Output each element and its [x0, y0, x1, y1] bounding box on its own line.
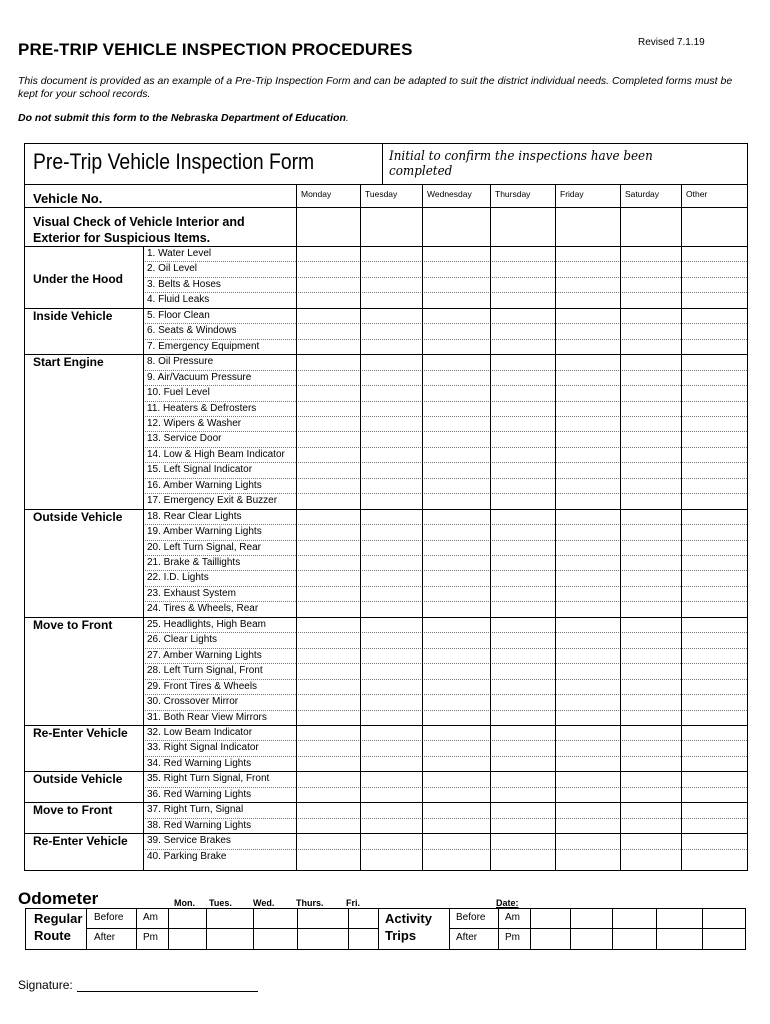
row-divider: [86, 928, 378, 929]
inspection-item: 28. Left Turn Signal, Front: [147, 665, 263, 676]
row-divider: [143, 401, 296, 402]
inspection-item: 13. Service Door: [147, 433, 222, 444]
row-divider: [25, 207, 747, 208]
row-divider: [296, 339, 747, 340]
row-divider: [296, 416, 747, 417]
column-divider: [620, 184, 621, 870]
section-divider: [25, 308, 747, 309]
inspection-item: 39. Service Brakes: [147, 835, 231, 846]
column-divider: [143, 246, 144, 870]
column-divider: [297, 909, 298, 949]
row-divider: [143, 663, 296, 664]
row-divider: [25, 246, 747, 247]
inspection-item: 31. Both Rear View Mirrors: [147, 712, 267, 723]
odometer-day-header: Fri.: [346, 898, 361, 908]
column-divider: [702, 909, 703, 949]
section-divider: [25, 509, 747, 510]
section-label: Move to Front: [33, 803, 113, 817]
vehicle-number-label: Vehicle No.: [33, 191, 103, 206]
inspection-item: 8. Oil Pressure: [147, 356, 214, 367]
row-divider: [296, 493, 747, 494]
activity-label: Activity: [385, 911, 432, 926]
am-label: Am: [143, 912, 158, 923]
day-header-thursday: Thursday: [495, 189, 531, 199]
row-divider: [296, 540, 747, 541]
row-divider: [143, 849, 296, 850]
visual-check-heading: Visual Check of Vehicle Interior and Exterior for Suspicious Items.: [33, 215, 245, 245]
inspection-item: 24. Tires & Wheels, Rear: [147, 603, 259, 614]
inspection-item: 10. Fuel Level: [147, 387, 210, 398]
inspection-item: 12. Wipers & Washer: [147, 418, 242, 429]
inspection-item: 38. Red Warning Lights: [147, 820, 252, 831]
section-label: Inside Vehicle: [33, 309, 113, 323]
inspection-item: 35. Right Turn Signal, Front: [147, 773, 270, 784]
odometer-day-header: Wed.: [253, 898, 275, 908]
inspection-item: 23. Exhaust System: [147, 588, 236, 599]
row-divider: [143, 694, 296, 695]
column-divider: [422, 184, 423, 870]
row-divider: [143, 710, 296, 711]
section-divider: [25, 725, 747, 726]
row-divider: [25, 184, 747, 185]
inspection-item: 40. Parking Brake: [147, 851, 227, 862]
inspection-item: 27. Amber Warning Lights: [147, 650, 262, 661]
day-header-tuesday: Tuesday: [365, 189, 398, 199]
column-divider: [612, 909, 613, 949]
route-label: Route: [34, 928, 71, 943]
inspection-item: 11. Heaters & Defrosters: [147, 403, 257, 414]
section-label: Re-Enter Vehicle: [33, 726, 128, 740]
row-divider: [296, 710, 747, 711]
regular-label: Regular: [34, 911, 83, 926]
row-divider: [143, 339, 296, 340]
inspection-item: 16. Amber Warning Lights: [147, 480, 262, 491]
row-divider: [143, 632, 296, 633]
initial-instruction: Initial to confirm the inspections have been completed: [389, 149, 653, 179]
row-divider: [143, 447, 296, 448]
section-divider: [25, 833, 747, 834]
row-divider: [296, 632, 747, 633]
column-divider: [86, 909, 87, 949]
pm-label: Pm: [143, 932, 158, 943]
inspection-item: 15. Left Signal Indicator: [147, 464, 253, 475]
row-divider: [143, 431, 296, 432]
row-divider: [296, 694, 747, 695]
row-divider: [296, 261, 747, 262]
row-divider: [143, 787, 296, 788]
inspection-item: 34. Red Warning Lights: [147, 758, 252, 769]
row-divider: [143, 679, 296, 680]
inspection-item: 19. Amber Warning Lights: [147, 526, 262, 537]
row-divider: [296, 277, 747, 278]
column-divider: [449, 909, 450, 949]
day-header-saturday: Saturday: [625, 189, 660, 199]
row-divider: [143, 524, 296, 525]
after-label-2: After: [456, 932, 478, 943]
document-title: PRE-TRIP VEHICLE INSPECTION PROCEDURES: [18, 40, 413, 59]
day-header-other: Other: [686, 189, 708, 199]
inspection-item: 9. Air/Vacuum Pressure: [147, 372, 252, 383]
odometer-day-header: Tues.: [209, 898, 232, 908]
inspection-item: 29. Front Tires & Wheels: [147, 681, 258, 692]
row-divider: [296, 447, 747, 448]
row-divider: [143, 385, 296, 386]
inspection-item: 25. Headlights, High Beam: [147, 619, 266, 630]
inspection-item: 4. Fluid Leaks: [147, 294, 210, 305]
row-divider: [296, 818, 747, 819]
day-header-friday: Friday: [560, 189, 584, 199]
row-divider: [296, 292, 747, 293]
row-divider: [143, 648, 296, 649]
row-divider: [143, 416, 296, 417]
row-divider: [143, 756, 296, 757]
inspection-item: 17. Emergency Exit & Buzzer: [147, 495, 278, 506]
section-divider: [25, 354, 747, 355]
day-header-wednesday: Wednesday: [427, 189, 472, 199]
day-header-monday: Monday: [301, 189, 332, 199]
row-divider: [296, 524, 747, 525]
signature-label: Signature:: [18, 978, 73, 992]
inspection-item: 6. Seats & Windows: [147, 325, 237, 336]
row-divider: [296, 478, 747, 479]
signature-line[interactable]: [77, 991, 258, 992]
row-divider: [449, 928, 745, 929]
column-divider: [378, 909, 379, 949]
am-label-2: Am: [505, 912, 520, 923]
column-divider: [296, 184, 297, 870]
row-divider: [143, 570, 296, 571]
section-label: Outside Vehicle: [33, 772, 123, 786]
column-divider: [530, 909, 531, 949]
row-divider: [143, 540, 296, 541]
row-divider: [296, 601, 747, 602]
row-divider: [296, 570, 747, 571]
row-divider: [296, 385, 747, 386]
row-divider: [143, 601, 296, 602]
odometer-table: [25, 908, 746, 950]
section-divider: [25, 802, 747, 803]
row-divider: [296, 756, 747, 757]
column-divider: [206, 909, 207, 949]
row-divider: [296, 431, 747, 432]
row-divider: [143, 740, 296, 741]
inspection-item: 18. Rear Clear Lights: [147, 511, 242, 522]
revision-date: Revised 7.1.19: [638, 37, 705, 48]
pm-label-2: Pm: [505, 932, 520, 943]
column-divider: [490, 184, 491, 870]
row-divider: [143, 277, 296, 278]
row-divider: [296, 462, 747, 463]
notice-text: Do not submit this form to the Nebraska Department of Education: [18, 112, 346, 124]
intro-text: This document is provided as an example of a Pre-Trip Inspection Form and can be adapted to suit the district individual needs. Completed forms must be kept for your school records.: [18, 75, 733, 100]
before-label: Before: [94, 912, 124, 923]
odometer-title: Odometer: [18, 889, 99, 908]
odometer-day-header: Thurs.: [296, 898, 324, 908]
submission-notice: [18, 112, 349, 124]
inspection-item: 7. Emergency Equipment: [147, 341, 260, 352]
notice-period: .: [345, 112, 349, 124]
section-label: Start Engine: [33, 355, 104, 369]
column-divider: [570, 909, 571, 949]
section-label: Move to Front: [33, 618, 113, 632]
inspection-item: 37. Right Turn, Signal: [147, 804, 244, 815]
row-divider: [296, 370, 747, 371]
inspection-item: 21. Brake & Taillights: [147, 557, 241, 568]
odometer-day-header: Mon.: [174, 898, 195, 908]
row-divider: [143, 818, 296, 819]
inspection-item: 26. Clear Lights: [147, 634, 218, 645]
after-label: After: [94, 932, 116, 943]
row-divider: [143, 462, 296, 463]
inspection-item: 1. Water Level: [147, 248, 212, 259]
column-divider: [555, 184, 556, 870]
row-divider: [143, 555, 296, 556]
inspection-item: 3. Belts & Hoses: [147, 279, 221, 290]
inspection-item: 20. Left Turn Signal, Rear: [147, 542, 261, 553]
column-divider: [253, 909, 254, 949]
row-divider: [296, 401, 747, 402]
row-divider: [143, 370, 296, 371]
row-divider: [143, 261, 296, 262]
row-divider: [296, 323, 747, 324]
inspection-item: 2. Oil Level: [147, 263, 198, 274]
column-divider: [498, 909, 499, 949]
section-divider: [25, 771, 747, 772]
section-label: Re-Enter Vehicle: [33, 834, 128, 848]
section-label: Under the Hood: [33, 272, 123, 286]
inspection-item: 14. Low & High Beam Indicator: [147, 449, 285, 460]
column-divider: [136, 909, 137, 949]
row-divider: [296, 787, 747, 788]
inspection-item: 22. I.D. Lights: [147, 572, 209, 583]
inspection-form-table: [24, 143, 748, 871]
column-divider: [681, 184, 682, 870]
row-divider: [296, 740, 747, 741]
column-divider: [168, 909, 169, 949]
section-divider: [25, 617, 747, 618]
row-divider: [296, 648, 747, 649]
row-divider: [143, 493, 296, 494]
before-label-2: Before: [456, 912, 486, 923]
row-divider: [296, 555, 747, 556]
row-divider: [296, 679, 747, 680]
section-label: Outside Vehicle: [33, 510, 123, 524]
row-divider: [143, 586, 296, 587]
inspection-item: 36. Red Warning Lights: [147, 789, 252, 800]
row-divider: [296, 663, 747, 664]
row-divider: [143, 478, 296, 479]
row-divider: [296, 586, 747, 587]
column-divider: [656, 909, 657, 949]
row-divider: [143, 292, 296, 293]
row-divider: [143, 323, 296, 324]
date-label: Date:: [496, 898, 519, 908]
column-divider: [348, 909, 349, 949]
inspection-item: 33. Right Signal Indicator: [147, 742, 259, 753]
inspection-item: 5. Floor Clean: [147, 310, 210, 321]
form-title: Pre-Trip Vehicle Inspection Form: [33, 149, 315, 174]
inspection-item: 30. Crossover Mirror: [147, 696, 239, 707]
trips-label: Trips: [385, 928, 417, 943]
row-divider: [296, 849, 747, 850]
inspection-item: 32. Low Beam Indicator: [147, 727, 253, 738]
column-divider: [360, 184, 361, 870]
column-divider: [382, 144, 383, 184]
